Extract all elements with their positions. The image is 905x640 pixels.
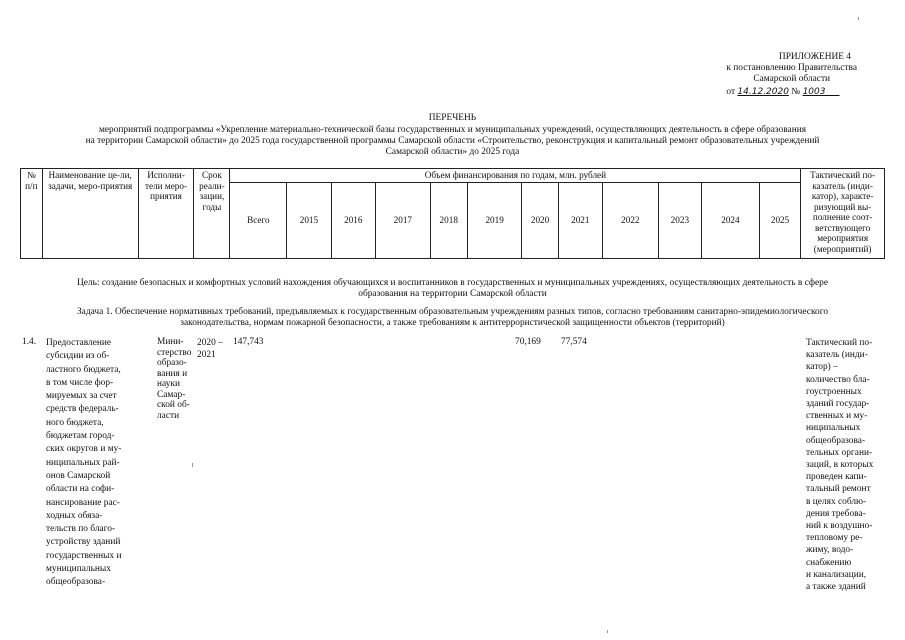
header-col-year: 2025 — [759, 183, 800, 259]
header-col-term: Срок реали-зации, годы — [194, 169, 230, 259]
date-prefix: от — [726, 87, 736, 97]
row-total: 147,743 — [233, 337, 264, 347]
row-value-2020: 70,169 — [515, 337, 541, 347]
appendix-block — [726, 52, 857, 98]
appendix-date-line — [726, 87, 857, 98]
header-col-year: 2022 — [602, 183, 658, 259]
scan-mark — [607, 630, 608, 633]
header-col-year: 2018 — [430, 183, 467, 259]
document-title — [20, 113, 885, 158]
header-col-year: 2020 — [522, 183, 558, 259]
header-col-year: 2024 — [702, 183, 760, 259]
task-text: Задача 1. Обеспечение нормативных требований, предъявляемых к государственным образовательным учреждениям разных типов, согласно требованиям санитарно-эпидемиологического законодательства, нормам пожарной безопасности, а также требованиям к антитеррористической защищенности объектов (территорий) — [76, 307, 829, 328]
number-sign: № — [791, 87, 801, 97]
row-number: 1.4. — [22, 337, 37, 347]
row-executor: Мини- стерство образо- вания и науки Самар- ской об- ласти — [157, 337, 192, 421]
handwritten-date: 14.12.2020 — [737, 87, 789, 97]
scan-mark — [192, 463, 193, 467]
header-col-indicator: Тактический по-казатель (инди-катор), характе-ризующий вы-полнение соот-ветствующего мероприятия (мероприятий) — [801, 169, 885, 259]
header-col-year: 2019 — [467, 183, 522, 259]
row-term: 2020 – 2021 — [197, 338, 223, 360]
row-name: Предоставление субсидии из об- ластного бюджета, в том числе фор- мируемых за счет средств федераль- ного бюджета, бюджетам город- ских округов и му- ниципальных рай- онов Самарской области на софи- нансирование рас- ходных обяза- тельств по благо- устройству зданий государственных и муниципальных общеобразова- — [46, 338, 122, 588]
scan-mark — [858, 17, 859, 20]
appendix-title: ПРИЛОЖЕНИЕ 4 — [778, 52, 851, 62]
header-col-year: 2021 — [558, 183, 602, 259]
row-indicator: Тактический по- казатель (инди- катор) – количество бла- гоустроенных зданий государ- ственных и му- ниципальных общеобразова- тельных органи- заций, в которых проведен капи- тальный ремонт в целях соблю- дения требова- ний к воздушно- тепловому ре- жиму, водо- снабжению и канализации, а также зданий — [806, 338, 874, 593]
header-col-year: 2023 — [658, 183, 701, 259]
title-line: мероприятий подпрограммы «Укрепление материально-технической базы государственных и муниципальных учреждений, осуществляющих деятельность в сфере образования — [98, 125, 807, 135]
header-col-total: Всего — [230, 183, 287, 259]
title-heading: ПЕРЕЧЕНЬ — [428, 113, 477, 123]
header-col-num: № п/п — [21, 169, 43, 259]
header-col-year: 2016 — [331, 183, 375, 259]
appendix-region: Самарской области — [753, 74, 831, 84]
title-line: на территории Самарской области» до 2025 года государственной программы Самарской области «Строительство, реконструкция и капитальный ремонт образовательных учреждений — [85, 136, 820, 146]
header-col-executors: Исполни-тели меро-приятия — [138, 169, 194, 259]
handwritten-number: 1003 — [802, 87, 826, 97]
goal-text: Цель: создание безопасных и комфортных условий нахождения обучающихся и воспитанников в государственных и муниципальных учреждениях, осуществляющих деятельность в сфере образования на территории Самарской области — [77, 278, 828, 299]
header-col-year: 2017 — [375, 183, 430, 259]
appendix-resolution: к постановлению Правительства — [726, 63, 857, 73]
title-line: Самарской области» до 2025 года — [385, 147, 520, 157]
header-col-name: Наименование це-ли, задачи, меро-приятия — [42, 169, 138, 259]
header-col-year: 2015 — [287, 183, 331, 259]
header-col-funding: Объем финансирования по годам, млн. рублей — [230, 169, 801, 183]
row-value-2021: 77,574 — [561, 337, 587, 347]
header-table — [20, 168, 885, 259]
